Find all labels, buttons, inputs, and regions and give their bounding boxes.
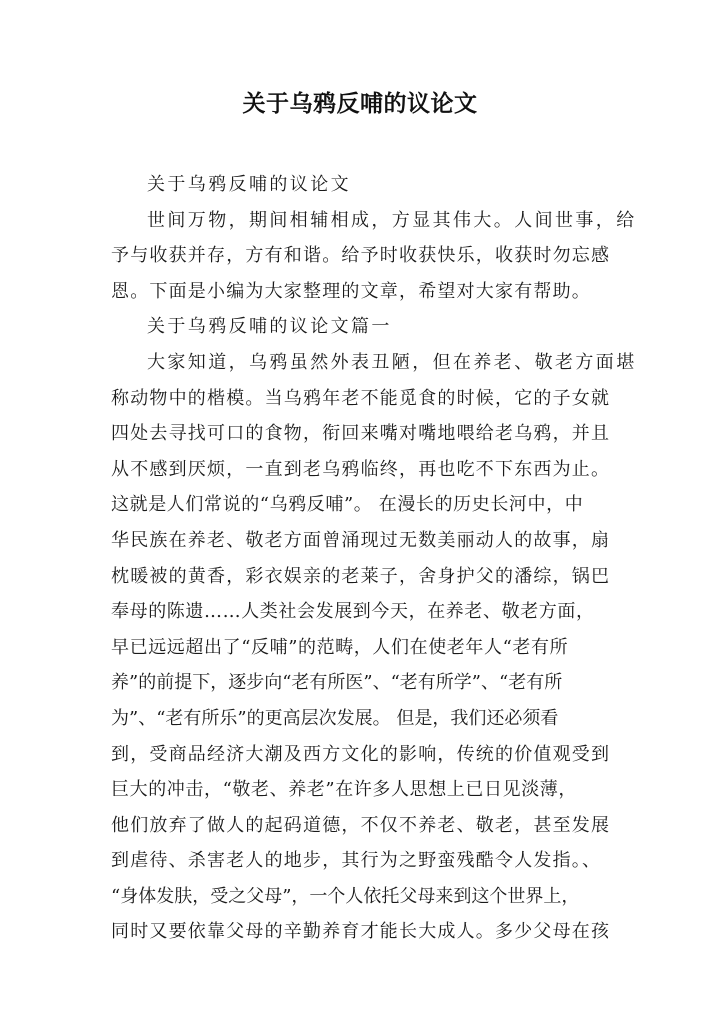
document-body [111,167,637,950]
paragraph-line: 为”、“老有所乐”的更高层次发展。 但是，我们还必须看 [111,707,559,729]
paragraph-line: 枕暖被的黄香，彩衣娱亲的老莱子，舍身护父的潘综，锅巴 [111,565,611,587]
paragraph-line: 四处去寻找可口的食物，衔回来嘴对嘴地喂给老乌鸦，并且 [111,423,611,445]
paragraph-line: 养”的前提下，逐步向“老有所医”、“老有所学”、“老有所 [111,672,563,694]
paragraph-line: 恩。下面是小编为大家整理的文章，希望对大家有帮助。 [111,280,591,302]
paragraph-line: 世间万物，期间相辅相成，方显其伟大。人间世事，给 [147,209,637,231]
section-heading: 关于乌鸦反哺的议论文篇一 [147,316,392,338]
subtitle-line: 关于乌鸦反哺的议论文 [147,174,351,195]
paragraph-line: 他们放弃了做人的起码道德，不仅不养老、敬老，甚至发展 [111,814,611,836]
paragraph-line: 予与收获并存，方有和谐。给予时收获快乐，收获时勿忘感 [111,245,611,267]
paragraph-line: 从不感到厌烦，一直到老乌鸦临终，再也吃不下东西为止。 [111,458,611,480]
paragraph-line: 大家知道，乌鸦虽然外表丑陋，但在养老、敬老方面堪 [147,351,637,373]
paragraph-line: 奉母的陈遗……人类社会发展到今天，在养老、敬老方面， [111,601,595,623]
paragraph-line: 到，受商品经济大潮及西方文化的影响，传统的价值观受到 [111,743,611,765]
paragraph-line: 这就是人们常说的“乌鸦反哺”。 在漫长的历史长河中，中 [111,494,584,516]
paragraph-line: 同时又要依靠父母的辛勤养育才能长大成人。多少父母在孩 [111,921,611,943]
document-title: 关于乌鸦反哺的议论文 [242,91,478,117]
paragraph-line: 称动物中的楷模。当乌鸦年老不能觅食的时候，它的子女就 [111,387,611,409]
paragraph-line: “身体发肤，受之父母”，一个人依托父母来到这个世界上， [111,885,580,907]
paragraph-line: 华民族在养老、敬老方面曾涌现过无数美丽动人的故事，扇 [111,529,611,551]
paragraph-line: 早已远远超出了“反哺”的范畴，人们在使老年人“老有所 [111,636,569,658]
paragraph-line: 到虐待、杀害老人的地步，其行为之野蛮残酷令人发指。、 [111,850,602,872]
paragraph-line: 巨大的冲击，“敬老、养老”在许多人思想上已日见淡薄， [111,779,578,801]
